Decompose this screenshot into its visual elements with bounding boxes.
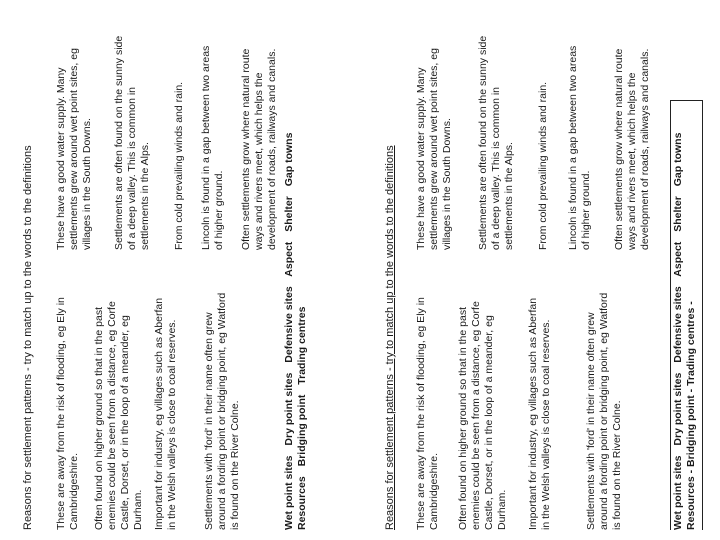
- word-gap-towns-2: Gap towns: [672, 132, 684, 187]
- definition-shelter: From cold prevailing winds and rain.: [173, 81, 185, 250]
- word-resources-trading-2: Resources - Bridging point - Trading centres -: [685, 301, 697, 530]
- word-defensive: Defensive sites: [283, 286, 295, 363]
- word-bridging: Bridging point: [296, 394, 308, 467]
- word-aspect: Aspect: [283, 241, 295, 277]
- word-bank-border-right: [702, 100, 703, 530]
- definition-aspect: Settlements are often found on the sunny side of a deep valley. This is common in settlements in the Alps.: [113, 35, 151, 250]
- definition-defensive-2: Often found on higher ground so that in the past enemies could be seen from a distance, eg Corfe Castle, Dorset, or in the loop of a meander, eg Durham.: [457, 301, 508, 530]
- definition-bridging: Settlements with 'ford' in their name often grew around a fording point or bridging point, eg Watford is found on the River Colne.: [203, 292, 241, 530]
- word-bank-border-top: [670, 100, 703, 101]
- definition-aspect-2: Settlements are often found on the sunny side of a deep valley. This is common in settlements in the Alps.: [477, 35, 515, 250]
- word-bank-2-line-1: [672, 60, 685, 530]
- word-shelter: Shelter: [283, 196, 295, 232]
- definition-gap-town: Lincoln is found in a gap between two areas of higher ground.: [200, 45, 225, 250]
- definition-wet-point: These have a good water supply. Many settlements grew around wet point sites, eg villages in the South Downs.: [55, 48, 93, 250]
- word-bank-2-line-2: [685, 60, 698, 530]
- word-bank-line-1: [283, 60, 296, 530]
- word-resources: Resources: [296, 476, 308, 530]
- definition-resources-2: Important for industry, eg villages such as Aberfan in the Welsh valleys is close to coal reserves.: [527, 297, 552, 530]
- definition-dry-point: These are away from the risk of flooding, eg Ely in Cambridgeshire.: [55, 297, 80, 530]
- definition-trading: Often settlements grow where natural route ways and rivers meet, which helps the development of roads, railways and canals.: [240, 48, 278, 250]
- definition-dry-point-2: These are away from the risk of flooding, eg Ely in Cambridgeshire.: [415, 297, 440, 530]
- definition-trading-2: Often settlements grow where natural route ways and rivers meet, which helps the development of roads, railways and canals.: [613, 48, 651, 250]
- definition-gap-town-2: Lincoln is found in a gap between two areas of higher ground.: [567, 45, 592, 250]
- word-dry-point: Dry point sites: [283, 372, 295, 446]
- definition-shelter-2: From cold prevailing winds and rain.: [537, 81, 549, 250]
- word-aspect-2: Aspect: [672, 241, 684, 277]
- definition-defensive: Often found on higher ground so that in the past enemies could be seen from a distance, eg Corfe Castle, Dorset, or in the loop of a meander, eg Durham.: [93, 301, 144, 530]
- word-gap-towns: Gap towns: [283, 132, 295, 187]
- word-wet-point: Wet point sites: [283, 455, 295, 530]
- word-shelter-2: Shelter: [672, 196, 684, 232]
- word-bank-border-left: [670, 100, 671, 530]
- worksheet-bottom: [360, 0, 720, 540]
- definition-wet-point-2: These have a good water supply. Many settlements grew around wet point sites, eg villages in the South Downs.: [415, 48, 453, 250]
- word-defensive-2: Defensive sites: [672, 286, 684, 363]
- definition-bridging-2: Settlements with 'ford' in their name often grew around a fording point or bridging point, eg Watford is found on the River Colne.: [585, 292, 623, 530]
- worksheet-title-2: Reasons for settlement patterns - try to match up to the words to the definitions: [384, 145, 396, 530]
- word-dry-point-2: Dry point sites: [672, 372, 684, 446]
- definition-resources: Important for industry, eg villages such as Aberfan in the Welsh valleys is close to coal reserves.: [153, 297, 178, 530]
- word-wet-point-2: Wet point sites: [672, 455, 684, 530]
- word-bank-line-2: [296, 60, 309, 530]
- worksheet-title: Reasons for settlement patterns - try to match up to the words to the definitions: [22, 145, 34, 530]
- word-trading: Trading centres: [296, 306, 308, 385]
